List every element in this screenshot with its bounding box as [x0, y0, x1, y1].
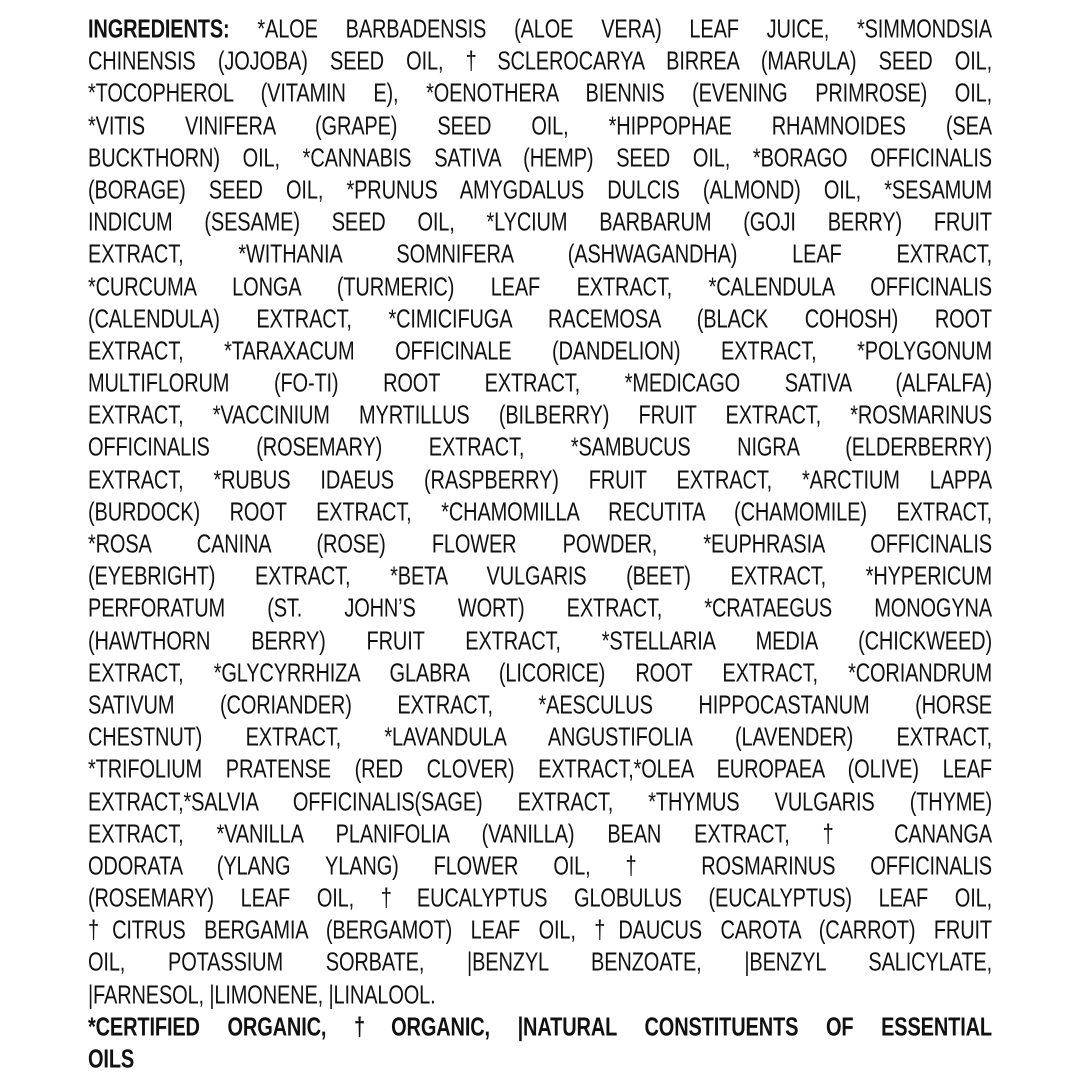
footnote-line: *CERTIFIED ORGANIC, † ORGANIC, |NATURAL CONSTITUENTS OF ESSENTIAL [88, 1013, 992, 1042]
ingredients-heading: INGREDIENTS: [88, 15, 230, 45]
ingredients-line: †CITRUS BERGAMIA (BERGAMOT) LEAF OIL, †DAUCUS CAROTA (CARROT) FRUIT [88, 917, 992, 946]
ingredients-line: EXTRACT, *VACCINIUM MYRTILLUS (BILBERRY) FRUIT EXTRACT, *ROSMARINUS [88, 402, 992, 431]
ingredients-line: *VITIS VINIFERA (GRAPE) SEED OIL, *HIPPOPHAE RHAMNOIDES (SEA [88, 112, 992, 141]
ingredients-line: (BURDOCK) ROOT EXTRACT, *CHAMOMILLA RECUTITA (CHAMOMILE) EXTRACT, [88, 498, 992, 527]
ingredients-line: OFFICINALIS (ROSEMARY) EXTRACT, *SAMBUCUS NIGRA (ELDERBERRY) [88, 434, 992, 463]
ingredients-line: EXTRACT, *GLYCYRRHIZA GLABRA (LICORICE) ROOT EXTRACT, *CORIANDRUM [88, 659, 992, 688]
ingredients-line: (BORAGE) SEED OIL, *PRUNUS AMYGDALUS DULCIS (ALMOND) OIL, *SESAMUM [88, 176, 992, 205]
ingredients-line: OIL, POTASSIUM SORBATE, |BENZYL BENZOATE, |BENZYL SALICYLATE, [88, 949, 992, 978]
ingredients-line: INDICUM (SESAME) SEED OIL, *LYCIUM BARBARUM (GOJI BERRY) FRUIT [88, 209, 992, 238]
ingredients-line: EXTRACT,*SALVIA OFFICINALIS(SAGE) EXTRACT, *THYMUS VULGARIS (THYME) [88, 788, 992, 817]
ingredients-line: *CURCUMA LONGA (TURMERIC) LEAF EXTRACT, *CALENDULA OFFICINALIS [88, 273, 992, 302]
ingredients-line: MULTIFLORUM (FO-TI) ROOT EXTRACT, *MEDICAGO SATIVA (ALFALFA) [88, 369, 992, 399]
ingredients-line: EXTRACT, *RUBUS IDAEUS (RASPBERRY) FRUIT EXTRACT, *ARCTIUM LAPPA [88, 466, 992, 495]
ingredients-line: EXTRACT, *TARAXACUM OFFICINALE (DANDELION) EXTRACT, *POLYGONUM [88, 337, 992, 366]
ingredients-line: (CALENDULA) EXTRACT, *CIMICIFUGA RACEMOSA (BLACK COHOSH) ROOT [88, 305, 992, 334]
ingredients-line: *TOCOPHEROL (VITAMIN E), *OENOTHERA BIENNIS (EVENING PRIMROSE) OIL, [88, 80, 992, 109]
ingredients-line: ODORATA (YLANG YLANG) FLOWER OIL, † ROSMARINUS OFFICINALIS [88, 852, 992, 881]
ingredients-line: SATIVUM (CORIANDER) EXTRACT, *AESCULUS HIPPOCASTANUM (HORSE [88, 691, 992, 720]
ingredients-line: |FARNESOL, |LIMONENE, |LINALOOL. [88, 981, 436, 1010]
ingredients-line: (HAWTHORN BERRY) FRUIT EXTRACT, *STELLARIA MEDIA (CHICKWEED) [88, 627, 992, 656]
ingredients-line: EXTRACT, *VANILLA PLANIFOLIA (VANILLA) BEAN EXTRACT, † CANANGA [88, 820, 992, 849]
ingredients-line: EXTRACT, *WITHANIA SOMNIFERA (ASHWAGANDHA) LEAF EXTRACT, [88, 241, 992, 270]
ingredients-line: CHINENSIS (JOJOBA) SEED OIL, † SCLEROCARYA BIRREA (MARULA) SEED OIL, [88, 48, 992, 77]
ingredients-line: *TRIFOLIUM PRATENSE (RED CLOVER) EXTRACT,*OLEA EUROPAEA (OLIVE) LEAF [88, 756, 992, 785]
ingredients-line: PERFORATUM (ST. JOHN’S WORT) EXTRACT, *CRATAEGUS MONOGYNA [88, 595, 992, 624]
ingredients-line: INGREDIENTS: *ALOE BARBADENSIS (ALOE VERA) LEAF JUICE, *SIMMONDSIA [88, 15, 992, 45]
ingredients-line: (ROSEMARY) LEAF OIL, † EUCALYPTUS GLOBULUS (EUCALYPTUS) LEAF OIL, [88, 884, 992, 914]
ingredients-line: *ROSA CANINA (ROSE) FLOWER POWDER, *EUPHRASIA OFFICINALIS [88, 530, 992, 560]
ingredients-line: CHESTNUT) EXTRACT, *LAVANDULA ANGUSTIFOLIA (LAVENDER) EXTRACT, [88, 724, 992, 753]
footnote-line: OILS [88, 1045, 135, 1075]
ingredients-line: BUCKTHORN) OIL, *CANNABIS SATIVA (HEMP) SEED OIL, *BORAGO OFFICINALIS [88, 144, 992, 173]
ingredients-paragraph [88, 14, 992, 1076]
ingredients-line: (EYEBRIGHT) EXTRACT, *BETA VULGARIS (BEET) EXTRACT, *HYPERICUM [88, 563, 992, 592]
